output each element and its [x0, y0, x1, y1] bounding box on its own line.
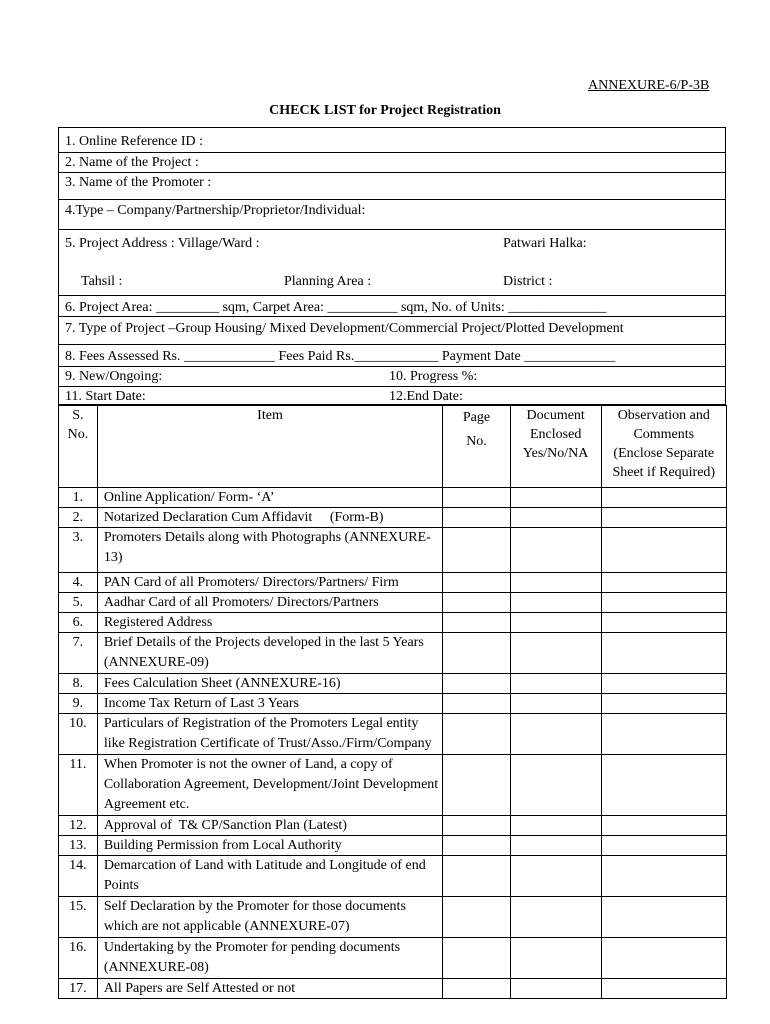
row-item: When Promoter is not the owner of Land, a copy of Collaboration Agreement, Development/Joint Development Agreement etc. [97, 755, 442, 816]
observation-cell[interactable] [601, 508, 726, 528]
page-no-cell[interactable] [443, 755, 511, 816]
document-enclosed-cell[interactable] [510, 714, 601, 755]
divider [58, 344, 726, 345]
project-type-field: 7. Type of Project –Group Housing/ Mixed Development/Commercial Project/Plotted Development [65, 321, 624, 336]
page-no-cell[interactable] [443, 816, 511, 836]
row-item: Self Declaration by the Promoter for those documents which are not applicable (ANNEXURE-07) [97, 897, 442, 938]
online-reference-field: 1. Online Reference ID : [65, 134, 203, 149]
row-number: 10. [59, 714, 98, 755]
table-row [59, 593, 727, 613]
observation-cell[interactable] [601, 573, 726, 593]
observation-cell[interactable] [601, 836, 726, 856]
patwari-halka-field: Patwari Halka: [503, 236, 587, 251]
progress-field: 10. Progress %: [389, 369, 478, 384]
table-row [59, 488, 727, 508]
page-no-cell[interactable] [443, 633, 511, 674]
row-number: 8. [59, 674, 98, 694]
document-enclosed-cell[interactable] [510, 897, 601, 938]
row-number: 1. [59, 488, 98, 508]
row-item: Approval of T& CP/Sanction Plan (Latest) [97, 816, 442, 836]
document-enclosed-cell[interactable] [510, 508, 601, 528]
document-enclosed-cell[interactable] [510, 674, 601, 694]
table-row [59, 755, 727, 816]
row-number: 4. [59, 573, 98, 593]
divider [58, 199, 726, 200]
end-date-field: 12.End Date: [389, 389, 463, 404]
project-address-field: 5. Project Address : Village/Ward : [65, 236, 260, 251]
header-document-enclosed: Document Enclosed Yes/No/NA [510, 406, 601, 488]
observation-cell[interactable] [601, 633, 726, 674]
table-row [59, 897, 727, 938]
row-number: 11. [59, 755, 98, 816]
observation-cell[interactable] [601, 816, 726, 836]
table-row [59, 856, 727, 897]
header-page-no: Page No. [443, 406, 511, 488]
row-number: 16. [59, 938, 98, 979]
page-title: CHECK LIST for Project Registration [269, 103, 501, 118]
observation-cell[interactable] [601, 897, 726, 938]
table-row [59, 508, 727, 528]
observation-cell[interactable] [601, 714, 726, 755]
row-number: 6. [59, 613, 98, 633]
observation-cell[interactable] [601, 593, 726, 613]
divider [58, 386, 726, 387]
page-no-cell[interactable] [443, 938, 511, 979]
row-number: 17. [59, 979, 98, 999]
document-enclosed-cell[interactable] [510, 593, 601, 613]
observation-cell[interactable] [601, 979, 726, 999]
document-enclosed-cell[interactable] [510, 613, 601, 633]
table-row [59, 573, 727, 593]
project-name-field: 2. Name of the Project : [65, 155, 199, 170]
row-number: 2. [59, 508, 98, 528]
document-enclosed-cell[interactable] [510, 528, 601, 573]
document-enclosed-cell[interactable] [510, 979, 601, 999]
tahsil-field: Tahsil : [81, 274, 123, 289]
row-item: Online Application/ Form- ‘A’ [97, 488, 442, 508]
checklist-table [58, 405, 727, 999]
document-enclosed-cell[interactable] [510, 694, 601, 714]
document-enclosed-cell[interactable] [510, 856, 601, 897]
header-item: Item [97, 406, 442, 488]
table-row [59, 836, 727, 856]
row-number: 9. [59, 694, 98, 714]
table-row [59, 694, 727, 714]
table-row [59, 816, 727, 836]
table-row [59, 613, 727, 633]
page-no-cell[interactable] [443, 694, 511, 714]
row-item: Particulars of Registration of the Promoters Legal entity like Registration Certificate of Trust/Asso./Firm/Company [97, 714, 442, 755]
row-number: 15. [59, 897, 98, 938]
observation-cell[interactable] [601, 755, 726, 816]
promoter-name-field: 3. Name of the Promoter : [65, 175, 212, 190]
project-area-field: 6. Project Area: _________ sqm, Carpet Area: __________ sqm, No. of Units: ______________ [65, 300, 607, 315]
row-item: Brief Details of the Projects developed in the last 5 Years (ANNEXURE-09) [97, 633, 442, 674]
table-row [59, 528, 727, 573]
document-enclosed-cell[interactable] [510, 573, 601, 593]
planning-area-field: Planning Area : [284, 274, 372, 289]
annexure-label: ANNEXURE-6/P-3B [588, 78, 710, 93]
new-ongoing-field: 9. New/Ongoing: [65, 369, 163, 384]
page-no-cell[interactable] [443, 613, 511, 633]
divider [58, 172, 726, 173]
start-date-field: 11. Start Date: [65, 389, 146, 404]
row-item: Undertaking by the Promoter for pending documents (ANNEXURE-08) [97, 938, 442, 979]
table-header-row [59, 406, 727, 488]
divider [58, 295, 726, 296]
document-enclosed-cell[interactable] [510, 816, 601, 836]
page-no-cell[interactable] [443, 714, 511, 755]
row-item: Fees Calculation Sheet (ANNEXURE-16) [97, 674, 442, 694]
observation-cell[interactable] [601, 613, 726, 633]
observation-cell[interactable] [601, 488, 726, 508]
row-number: 7. [59, 633, 98, 674]
row-number: 12. [59, 816, 98, 836]
row-number: 3. [59, 528, 98, 573]
row-number: 5. [59, 593, 98, 613]
document-enclosed-cell[interactable] [510, 836, 601, 856]
document-enclosed-cell[interactable] [510, 488, 601, 508]
row-item: Demarcation of Land with Latitude and Longitude of end Points [97, 856, 442, 897]
row-item: Income Tax Return of Last 3 Years [97, 694, 442, 714]
observation-cell[interactable] [601, 694, 726, 714]
divider [58, 316, 726, 317]
observation-cell[interactable] [601, 674, 726, 694]
entity-type-field: 4.Type – Company/Partnership/Proprietor/Individual: [65, 203, 366, 218]
row-item: Aadhar Card of all Promoters/ Directors/Partners [97, 593, 442, 613]
table-row [59, 979, 727, 999]
page-no-cell[interactable] [443, 593, 511, 613]
document-enclosed-cell[interactable] [510, 938, 601, 979]
header-observation: Observation and Comments (Enclose Separate Sheet if Required) [601, 406, 726, 488]
divider [58, 229, 726, 230]
page-no-cell[interactable] [443, 979, 511, 999]
row-item: PAN Card of all Promoters/ Directors/Partners/ Firm [97, 573, 442, 593]
page-no-cell[interactable] [443, 856, 511, 897]
document-enclosed-cell[interactable] [510, 633, 601, 674]
table-row [59, 714, 727, 755]
page-no-cell[interactable] [443, 836, 511, 856]
row-item: Promoters Details along with Photographs (ANNEXURE-13) [97, 528, 442, 573]
observation-cell[interactable] [601, 938, 726, 979]
page-no-cell[interactable] [443, 508, 511, 528]
row-item: Building Permission from Local Authority [97, 836, 442, 856]
observation-cell[interactable] [601, 528, 726, 573]
district-field: District : [503, 274, 553, 289]
observation-cell[interactable] [601, 856, 726, 897]
fees-field: 8. Fees Assessed Rs. _____________ Fees Paid Rs.____________ Payment Date _____________ [65, 349, 616, 364]
page-no-cell[interactable] [443, 528, 511, 573]
page-no-cell[interactable] [443, 573, 511, 593]
document-enclosed-cell[interactable] [510, 755, 601, 816]
divider [58, 152, 726, 153]
divider [58, 366, 726, 367]
table-row [59, 633, 727, 674]
header-sno: S. No. [59, 406, 98, 488]
row-item: Registered Address [97, 613, 442, 633]
row-number: 14. [59, 856, 98, 897]
page-no-cell[interactable] [443, 674, 511, 694]
page-no-cell[interactable] [443, 897, 511, 938]
table-row [59, 938, 727, 979]
row-number: 13. [59, 836, 98, 856]
row-item: Notarized Declaration Cum Affidavit (Form-B) [97, 508, 442, 528]
row-item: All Papers are Self Attested or not [97, 979, 442, 999]
page-no-cell[interactable] [443, 488, 511, 508]
table-row [59, 674, 727, 694]
